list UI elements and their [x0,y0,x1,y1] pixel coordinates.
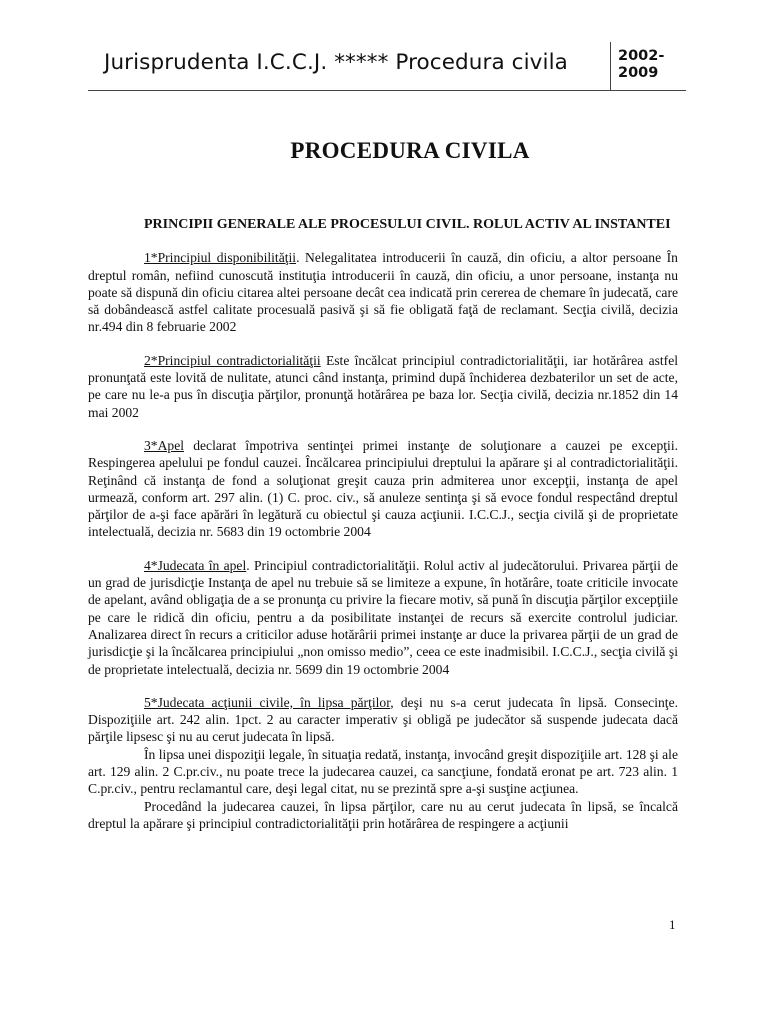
paragraph-4 [88,557,678,678]
paragraph-1-heading: 1*Principiul disponibilităţii [144,250,297,266]
document-title: PROCEDURA CIVILA [290,138,530,163]
paragraph-4-heading: 4*Judecata în apel [144,557,247,573]
page-number: 1 [669,917,676,932]
section-title: PRINCIPII GENERALE ALE PROCESULUI CIVIL. ROLUL ACTIV AL INSTANTEI [144,217,671,232]
paragraph-2-heading: 2*Principiul contradictorialităţii [144,352,321,368]
paragraph-5-continuation-2: Procedând la judecarea cauzei, în lipsa părţilor, care nu au cerut judecata în lipsă, se încalcă dreptul la apărare şi principiul contradictorialităţii prin hotărârea de respingere a acţiunii [88,798,678,831]
header-years [618,48,678,82]
paragraph-3 [88,437,678,541]
page-header [88,40,686,91]
paragraph-5-heading: 5*Judecata acţiunii civile, în lipsa părţilor [144,694,391,710]
header-years-start: 2002- [618,48,665,64]
paragraph-5-continuation-1: În lipsa unei dispoziţii legale, în situaţia redată, instanţa, invocând greşit dispoziţiile art. 128 şi ale art. 129 alin. 2 C.pr.civ., nu poate trece la judecarea cauzei, ca sancţiune, fondată eronat pe art. 723 alin. 1 C.pr.civ., pentru reclamantul care, deşi legal citat, nu se prezintă spre a-şi susţine acţiunea. [88,746,678,797]
paragraph-1 [88,249,678,335]
paragraph-2-text: Este încălcat principiul contradictorialităţii, iar hotărârea astfel pronunţată este lovită de nulitate, atunci când instanţa, primind după închiderea dezbaterilor un set de acte, pe care nu le-a pus în discuţia părţilor, pronunţă hotărârea pe baza lor. Secţia civilă, decizia nr.1852 din 14 mai 2002 [88,352,679,420]
header-divider [610,42,611,90]
paragraph-4-text: . Principiul contradictorialităţii. Rolul activ al judecătorului. Privarea părţii de un grad de jurisdicţie Instanţa de apel nu trebuie să se limiteze a expune, în hotărâre, toate criticile invocate de apelant, având obligaţia de a se pronunţa cu privire la fiecare motiv, să pună în discuţia părţilor excepţiile pe care le ridică din oficiu, pentru a da posibilitate instanţei de recurs să exercite controlul judiciar. Analizarea direct în recurs a criticilor aduse hotărârii primei instanţe ar duce la privarea părţii de un grad de jurisdicţie şi la încălcarea principiului „non omisso medio”, ceea ce este inadmisibil. I.C.C.J., secţia civilă şi de proprietate intelectuală, decizia nr. 5699 din 19 octombrie 2004 [88,557,678,677]
paragraph-3-heading: 3*Apel [144,437,185,453]
header-years-end: 2009 [618,65,659,81]
paragraph-5-text: , deşi nu s-a cerut judecata în lipsă. Consecinţe. Dispoziţiile art. 242 alin. 1pct. 2 au caracter imperativ şi obligă pe judecător să suspende judecata dacă părţile lipsesc şi nu au cerut judecata în lipsă. [88,694,678,745]
header-title: Jurisprudenta I.C.C.J. ***** Procedura civila [104,50,568,75]
document-body [88,216,678,832]
paragraph-2 [88,352,678,421]
paragraph-3-text: declarat împotriva sentinţei primei instanţe de soluţionare a cauzei pe excepţii. Respingerea apelului pe fondul cauzei. Încălcarea principiului dreptului la apărare şi al contradictorialităţii. Reţinând că instanţa de fond a soluţionat greşit cauza prin admiterea unor excepţii, instanţa de apel urmează, conform art. 297 alin. (1) C. proc. civ., să anuleze sentinţa şi să evoce fondul respectând dreptul părţilor de a-şi face apărări în legătură cu obiectul şi cauza acţiunii. I.C.C.J., secţia civilă şi de proprietate intelectuală, decizia nr. 5683 din 19 octombrie 2004 [88,437,678,540]
paragraph-5 [88,694,678,746]
paragraph-1-text: . Nelegalitatea introducerii în cauză, din oficiu, a altor persoane În dreptul român, nefiind cunoscută instituţia introducerii în cauză, din oficiu, a unor persoane, instanţa nu poate să dispună din oficiu citarea altei persoane decât cea indicată prin cererea de chemare în judecată, care să dobândească astfel calitate procesuală pasivă şi să fie obligată faţă de reclamant. Secţia civilă, decizia nr.494 din 8 februarie 2002 [88,250,678,335]
